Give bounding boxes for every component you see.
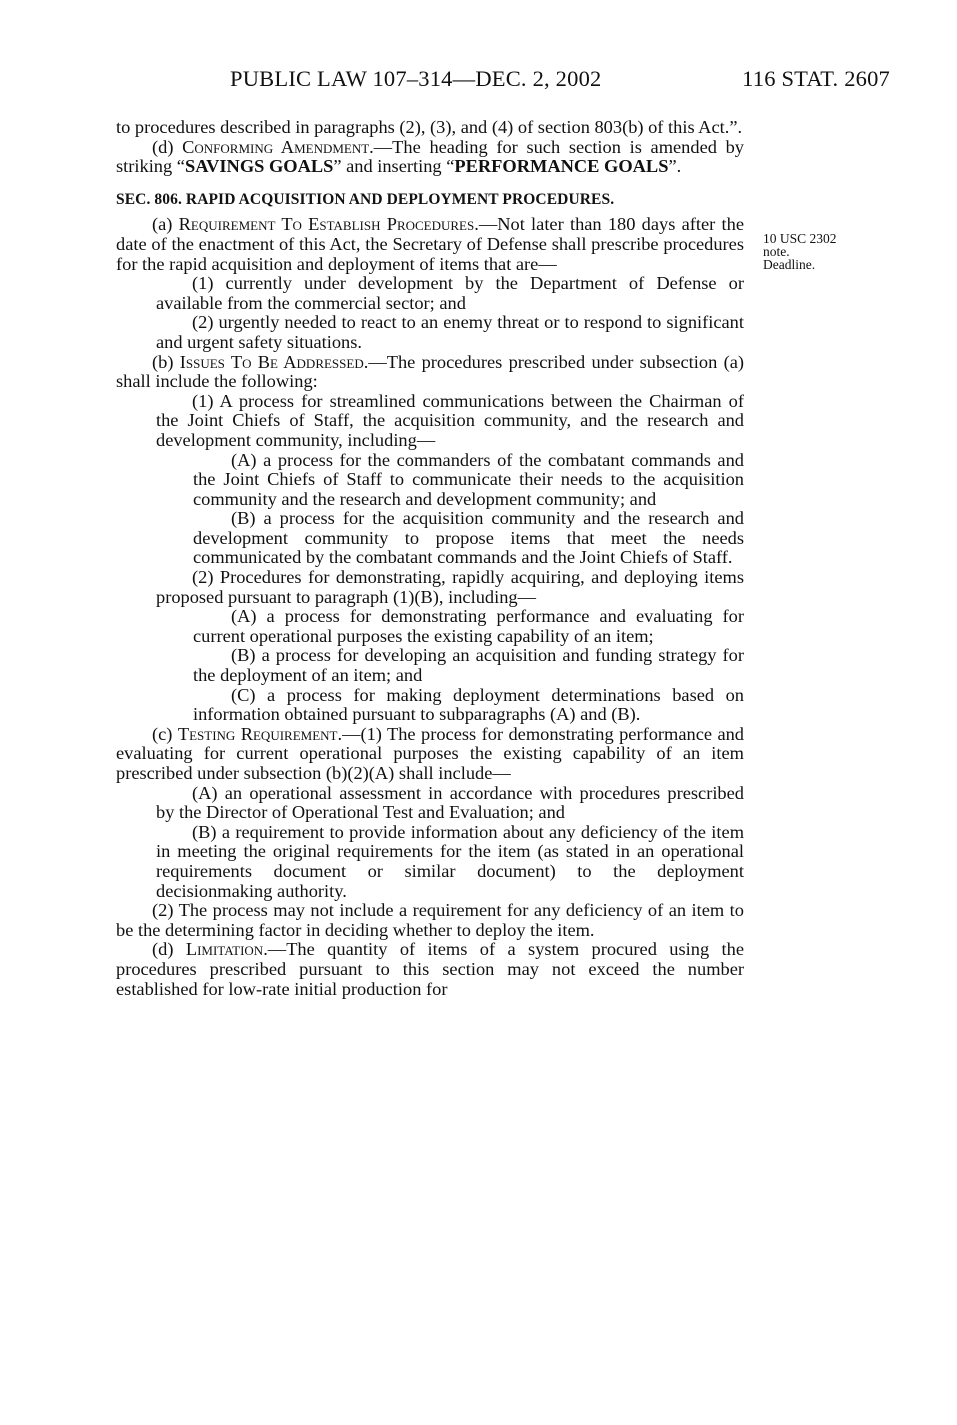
bold-term: PERFORMANCE GOALS (454, 156, 669, 177)
margin-note-note: note. (763, 244, 790, 259)
subparagraph-cA: (A) an operational assessment in accordance with procedures prescribed by the Director of Operational Test and Evaluation; and (156, 782, 744, 823)
paragraph-continuation: to procedures described in paragraphs (2), (3), and (4) of section 803(b) of this Act.”. (116, 117, 743, 137)
paragraph-a2: (2) urgently needed to react to an enemy threat or to respond to significant and urgent safety situations. (156, 312, 744, 352)
subparagraph-b2C: (C) a process for making deployment determinations based on information obtained pursuant to subparagraphs (A) and (B). (193, 684, 744, 725)
subsection-c: (c) Testing Requirement.—(1) The process for demonstrating performance and evaluating for current operational purposes the existing capability of an item prescribed under subsection (b)(2)(A) shall include— (116, 723, 744, 783)
subsection-d-limitation: (d) Limitation.—The quantity of items of a system procured using the procedures prescribed pursuant to this section may not exceed the number established for low-rate initial production for (116, 939, 744, 999)
subparagraph-b1A: (A) a process for the commanders of the combatant commands and the Joint Chiefs of Staff to communicate their needs to the acquisition community and the research and development community; and (193, 449, 744, 509)
subsection-heading: Limitation. (185, 939, 268, 960)
subparagraph-b1B: (B) a process for the acquisition community and the research and development community to propose items that meet the needs communicated by the combatant commands and the Joint Chiefs of Staff. (193, 508, 744, 568)
subparagraph-b2A: (A) a process for demonstrating performance and evaluating for current operational purposes the existing capability of an item; (193, 606, 744, 646)
subsection-heading: Conforming Amendment. (182, 136, 374, 157)
subsection-heading: Testing Requirement. (177, 723, 343, 744)
subsection-heading: Issues To Be Addressed. (179, 351, 369, 372)
header-law-citation: PUBLIC LAW 107–314—DEC. 2, 2002 (230, 66, 602, 91)
subsection-d-conforming: (d) Conforming Amendment.—The heading for such section is amended by striking “SAVINGS GOALS” and inserting “PERFORMANCE GOALS”. (116, 136, 744, 177)
paragraph-b1: (1) A process for streamlined communications between the Chairman of the Joint Chiefs of Staff, the acquisition community, and the research and development community, including— (156, 390, 744, 450)
subparagraph-b2B: (B) a process for developing an acquisition and funding strategy for the deployment of an item; and (193, 645, 744, 686)
paragraph-b2: (2) Procedures for demonstrating, rapidly acquiring, and deploying items proposed pursuant to paragraph (1)(B), including— (156, 567, 744, 607)
subsection-a: (a) Requirement To Establish Procedures.—Not later than 180 days after the date of the enactment of this Act, the Secretary of Defense shall prescribe procedures for the rapid acquisition and deployment of items that are— (116, 214, 745, 274)
margin-note-deadline: Deadline. (763, 257, 816, 272)
body-text (116, 118, 744, 999)
subparagraph-cB: (B) a requirement to provide information about any deficiency of the item in meeting the original requirements for the item (as stated in an operational requirements document or similar document) to the deployment decisionmaking authority. (156, 821, 744, 901)
bold-term: SAVINGS GOALS (184, 156, 334, 177)
header-stat-page: 116 STAT. 2607 (742, 66, 890, 91)
paragraph-c2: (2) The process may not include a requirement for any deficiency of an item to be the determining factor in deciding whether to deploy the item. (116, 900, 744, 940)
running-header (230, 66, 890, 96)
paragraph-a1: (1) currently under development by the Department of Defense or available from the commercial sector; and (156, 273, 744, 313)
section-title: SEC. 806. RAPID ACQUISITION AND DEPLOYMENT PROCEDURES. (116, 190, 615, 208)
subsection-heading: Requirement To Establish Procedures. (178, 214, 479, 235)
subsection-b: (b) Issues To Be Addressed.—The procedures prescribed under subsection (a) shall include the following: (116, 351, 744, 392)
margin-note-usc: 10 USC 2302 (763, 231, 837, 246)
margin-note (763, 232, 873, 271)
